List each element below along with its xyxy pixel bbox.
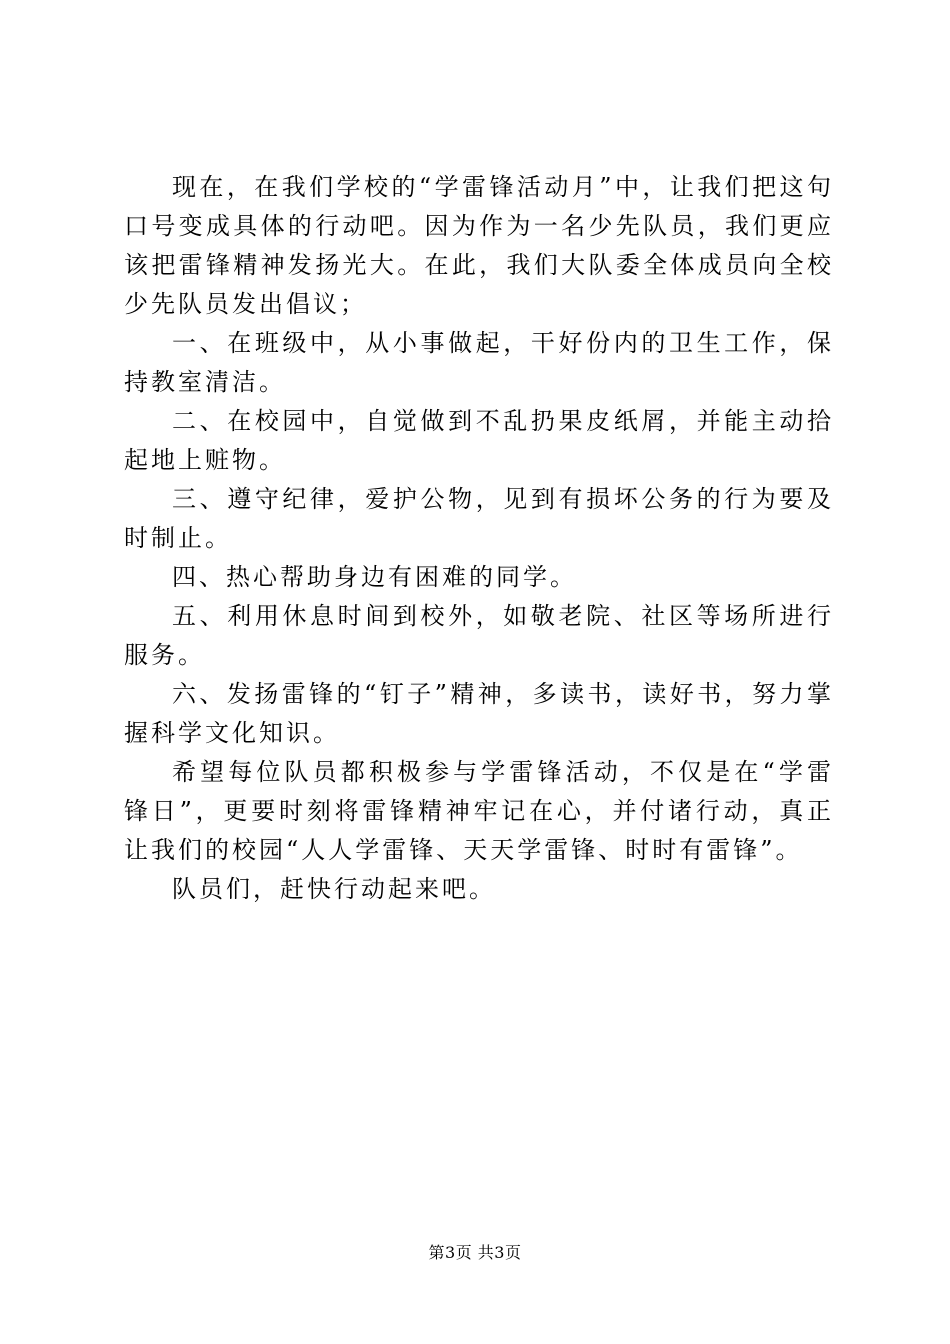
paragraph-closing: 队员们，赶快行动起来吧。 bbox=[172, 875, 496, 903]
paragraph-intro: 现在，在我们学校的“学雷锋活动月”中，让我们把这句口号变成具体的行动吧。因为作为一名少先队员，我们更应该把雷锋精神发扬光大。在此，我们大队委全体成员向全校少先队员发出倡议； bbox=[124, 173, 834, 318]
page-number-footer: 第3页 共3页 bbox=[428, 1243, 522, 1262]
paragraph-item-4: 四、热心帮助身边有困难的同学。 bbox=[172, 563, 577, 591]
paragraph-item-1: 一、在班级中，从小事做起，干好份内的卫生工作，保持教室清洁。 bbox=[124, 329, 834, 396]
paragraph-item-6: 六、发扬雷锋的“钉子”精神，多读书，读好书，努力掌握科学文化知识。 bbox=[124, 680, 834, 747]
document-body bbox=[124, 168, 834, 909]
paragraph-item-5: 五、利用休息时间到校外，如敬老院、社区等场所进行服务。 bbox=[124, 602, 834, 669]
paragraph-item-2: 二、在校园中，自觉做到不乱扔果皮纸屑，并能主动拾起地上赃物。 bbox=[124, 407, 834, 474]
paragraph-item-3: 三、遵守纪律，爱护公物，见到有损坏公务的行为要及时制止。 bbox=[124, 485, 834, 552]
paragraph-hope: 希望每位队员都积极参与学雷锋活动，不仅是在“学雷锋日”，更要时刻将雷锋精神牢记在心，并付诸行动，真正让我们的校园“人人学雷锋、天天学雷锋、时时有雷锋”。 bbox=[124, 758, 834, 864]
